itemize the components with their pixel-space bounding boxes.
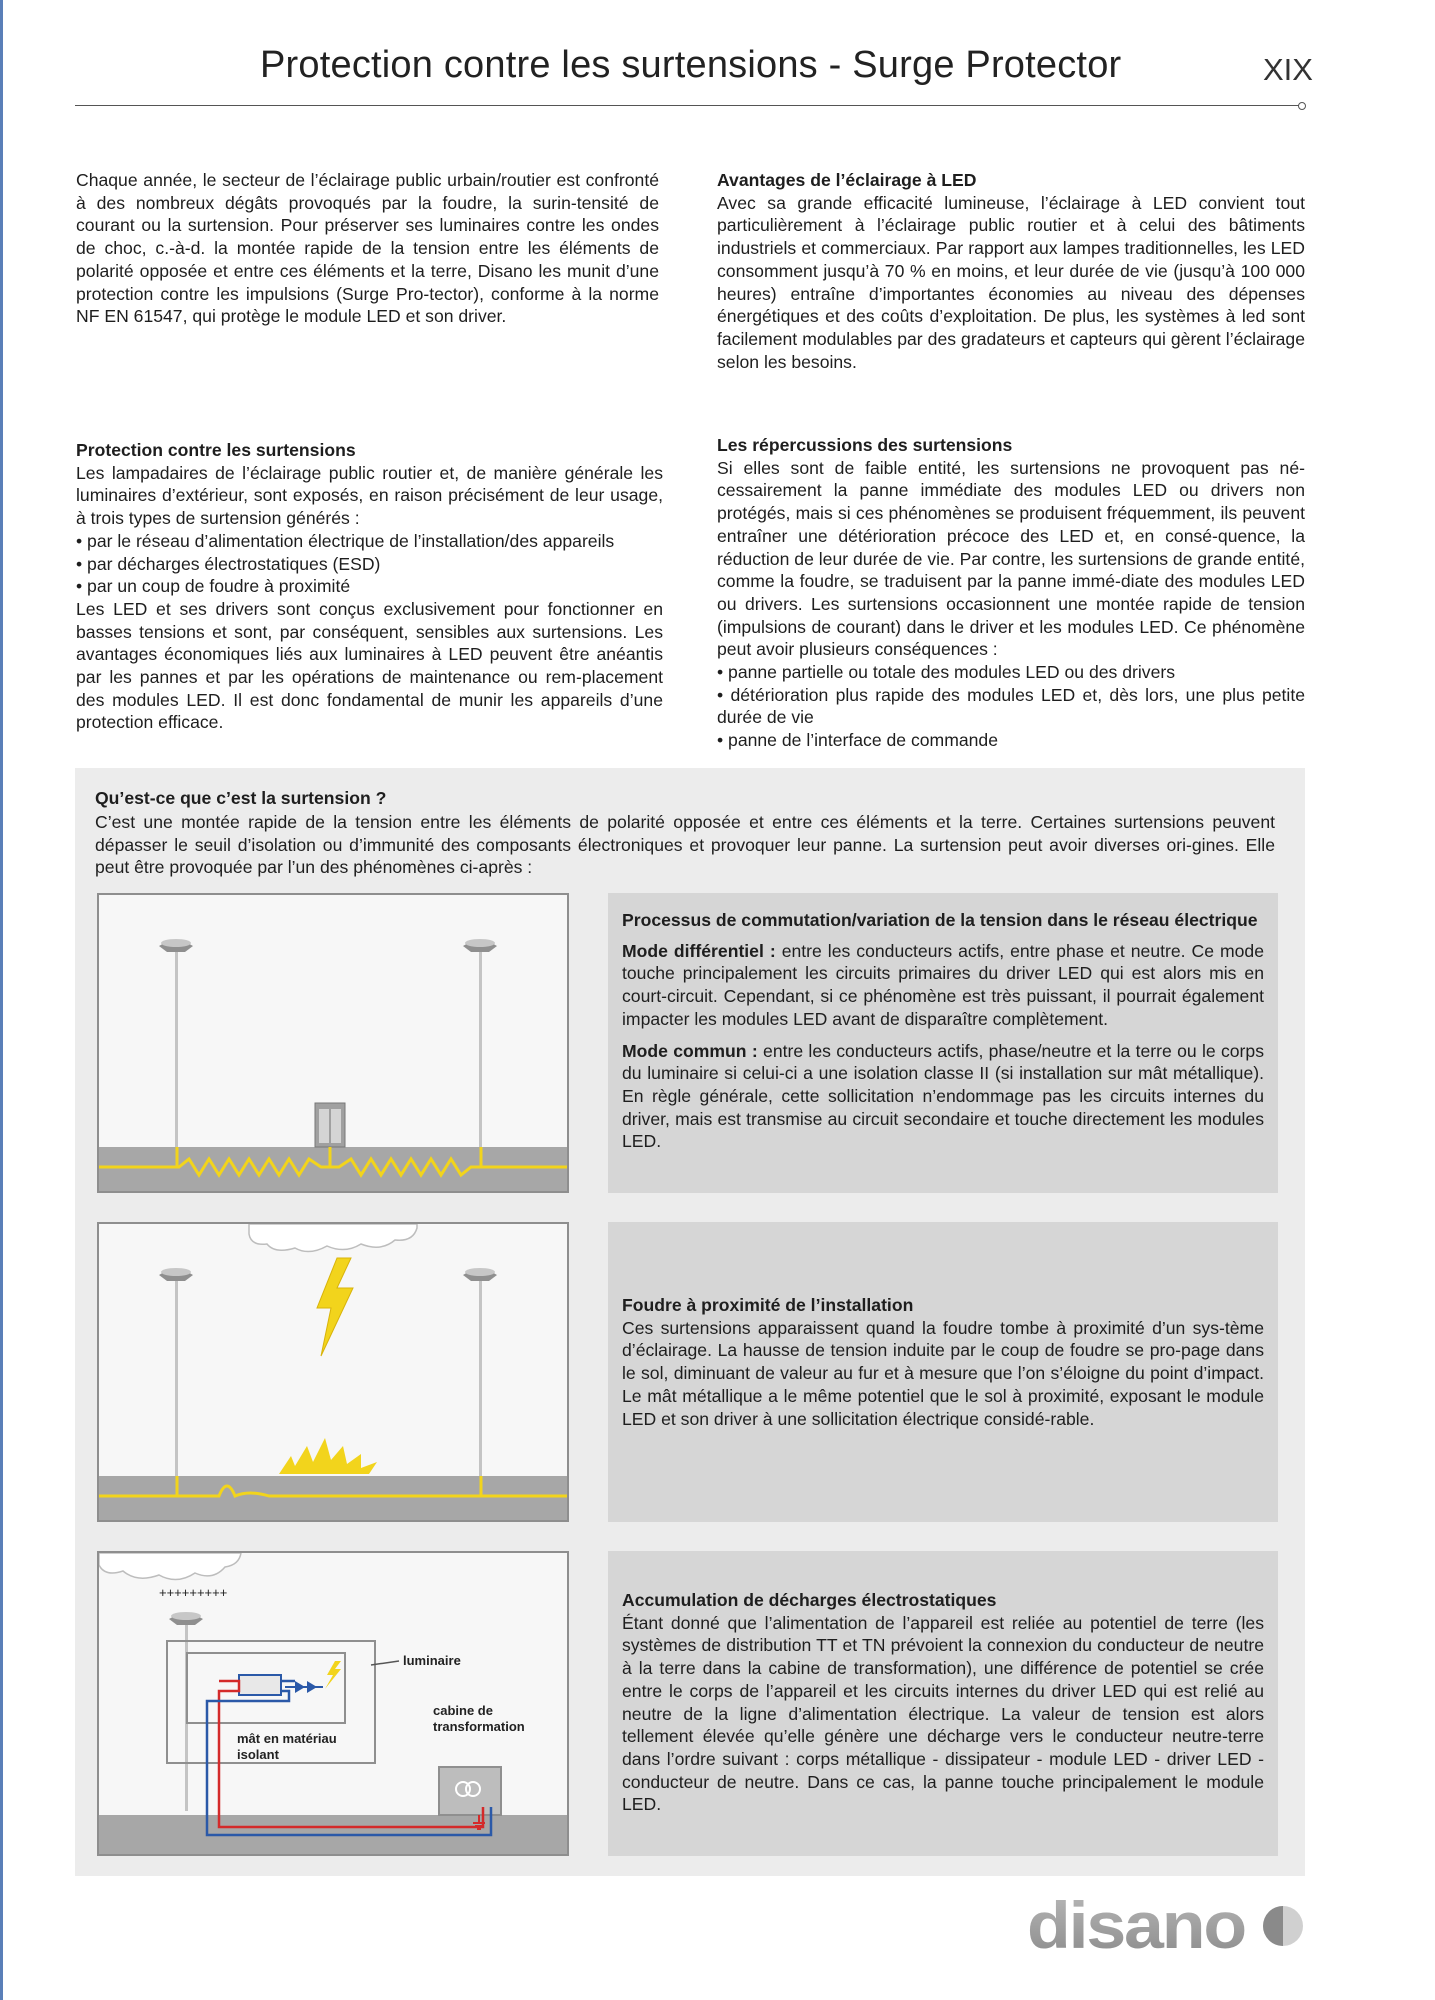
repercussions-heading: Les répercussions des surtensions (717, 435, 1013, 455)
surge-intro-text: C’est une montée rapide de la tension entre les éléments de polarité opposée et entre ces éléments et la terre. Certaines surtensions peuvent dépasser le seuil d’isolation ou d’immunité des composants électroniques et provoquer leur panne. La surtension peut avoir diverses ori-gines. Elle peut être provoquée par l’un des phénomènes ci-après : (95, 812, 1275, 878)
cloud-icon (249, 1224, 417, 1252)
repercussions-bullet: • panne partielle ou totale des modules LED ou des drivers (717, 662, 1176, 683)
cabin-label (433, 1703, 525, 1734)
intro-text: Chaque année, le secteur de l’éclairage public urbain/routier est confronté à des nombreux dégâts provoqués par la foudre, la surin-tensité de courant ou la surtension. Pour préserver ses luminaires contre les ondes de choc, c.-à-d. la montée rapide de la tension entre les éléments de polarité opposée et entre ces éléments et la terre, Disano les munit d’une protection contre les impulsions (Surge Pro-tector), conforme à la norme NF EN 61547, qui protège le module LED et son driver. (76, 170, 659, 327)
page-edge-stripe (0, 0, 3, 2000)
pole-label-line: isolant (237, 1747, 279, 1762)
cabin-label-line: cabine de (433, 1703, 493, 1718)
repercussions-bullet: • détérioration plus rapide des modules LED et, dès lors, une plus petite durée de vie (717, 684, 1305, 728)
common-mode-label: Mode commun : (622, 1040, 758, 1061)
switching-heading: Processus de commutation/variation de la tension dans le réseau électrique (622, 910, 1258, 930)
street-lamp (159, 939, 193, 1147)
cloud-icon (99, 1553, 241, 1580)
switching-illustration (97, 893, 569, 1193)
intro-block (76, 169, 659, 328)
switching-text-box (608, 893, 1278, 1193)
pole-label (237, 1731, 337, 1762)
ground (99, 1147, 567, 1191)
charges-label: +++++++++ (159, 1585, 228, 1600)
protection-text-1: Les lampadaires de l’éclairage public routier et, de manière générale les luminaires d’extérieur, sont exposés, en raison précisément de leur usage, à trois types de surtension générés : (76, 462, 663, 529)
repercussions-bullet: • panne de l’interface de commande (717, 730, 998, 751)
pole-label-line: mât en matériau (237, 1731, 337, 1746)
led-advantages-block (717, 169, 1305, 373)
protection-block (76, 439, 663, 734)
luminaire-label: luminaire (403, 1653, 461, 1668)
esd-text-box (608, 1551, 1278, 1856)
lightning-text-box (608, 1222, 1278, 1522)
protection-bullet: • par décharges électrostatiques (ESD) (76, 553, 381, 574)
led-diode-icon (285, 1681, 323, 1693)
header-divider (75, 105, 1300, 106)
protection-text-2: Les LED et ses drivers sont conçus exclusivement pour fonctionner en basses tensions et sont, par conséquent, sensibles aux surtensions. Les avantages économiques liés aux luminaires à LED peuvent être anéantis par les pannes et par les opérations de maintenance ou rem-placement des modules LED. Il est donc fondamental de munir les appareils d’une protection efficace. (76, 598, 663, 733)
led-advantages-heading: Avantages de l’éclairage à LED (717, 170, 977, 190)
lightning-heading: Foudre à proximité de l’installation (622, 1295, 914, 1315)
protection-bullet: • par un coup de foudre à proximité (76, 576, 351, 597)
protection-bullet: • par le réseau d’alimentation électrique de l’installation/des appareils (76, 530, 615, 551)
differential-mode-paragraph (622, 940, 1264, 1031)
lightning-text: Ces surtensions apparaissent quand la foudre tombe à proximité d’un sys-tème d’éclairage. La hausse de tension induite par le coup de foudre se pro-page dans le sol, diminuant de valeur au fur et à mesure que l’on s’éloigne du point d’impact. Le mât métallique a le même potentiel que le sol à proximité, exposant le module LED et son driver à une sollicitation électrique considé-rable. (622, 1317, 1264, 1429)
esd-heading: Accumulation de décharges électrostatiques (622, 1590, 997, 1610)
protection-heading: Protection contre les surtensions (76, 440, 356, 460)
lightning-illustration (97, 1222, 569, 1522)
logo-text: disano (1027, 1890, 1245, 1960)
led-advantages-text: Avec sa grande efficacité lumineuse, l’éclairage à LED convient tout particulièrement à l’éclairage public routier et à celui des bâtiments industriels et commerciaux. Par rapport aux lampes traditionnelles, les LED consomment jusqu’à 70 % en moins, et leur durée de vie (jusqu’à 100 000 heures) entraîne d’importantes économies au niveau des dépenses énergétiques et des coûts d’exploitation. De plus, les systèmes à led sont facilement modulables par des gradateurs et capteurs qui gèrent l’éclairage selon les besoins. (717, 192, 1305, 372)
ground (99, 1476, 567, 1520)
spark-icon (325, 1661, 341, 1689)
logo-circle-icon (1263, 1906, 1303, 1946)
street-lamp (463, 939, 497, 1147)
page-number: XIX (1263, 52, 1313, 87)
driver-led (239, 1675, 281, 1695)
common-mode-text: entre les conducteurs actifs, phase/neutre et la terre ou le corps du luminaire si celui-ci a une isolation classe II (si installation sur mât métallique). En règle générale, cette sollicitation n’endommage pas les circuits internes du driver, mais est transmise au circuit secondaire et touche directement les modules LED. (622, 1040, 1264, 1152)
page-title: Protection contre les surtensions - Surge Protector (260, 44, 1122, 86)
disano-logo (1025, 1890, 1305, 1960)
impact-burst-icon (279, 1438, 377, 1474)
surge-heading: Qu’est-ce que c’est la surtension ? (95, 788, 387, 808)
differential-mode-label: Mode différentiel : (622, 940, 776, 961)
street-lamp (159, 1268, 193, 1476)
repercussions-block (717, 434, 1305, 752)
common-mode-paragraph (622, 1040, 1264, 1154)
lightning-bolt-icon (317, 1258, 353, 1356)
header-divider-end-dot (1298, 102, 1306, 110)
street-lamp (463, 1268, 497, 1476)
esd-illustration (97, 1551, 569, 1856)
electrical-cabinet (315, 1103, 345, 1147)
differential-mode-text: entre les conducteurs actifs, entre phase et neutre. Ce mode touche principalement les circuits primaires du driver LED qui est alors mis en court-circuit. Cependant, si ce phénomène est très puissant, il pourrait également impacter les modules LED avant de disparaître complètement. (622, 940, 1265, 1029)
repercussions-text: Si elles sont de faible entité, les surtensions ne provoquent pas né-cessairement la panne immédiate des modules LED ou drivers non protégés, mais si ces phénomènes se produisent fréquemment, ils peuvent entraîner une détérioration précoce des LED et, en consé-quence, la réduction de leur durée de vie. Par contre, les surtensions de grande entité, comme la foudre, se traduisent par la panne immé-diate des modules LED ou drivers. Les surtensions occasionnent une montée rapide de tension (impulsions de courant) dans le driver et les modules LED. Ce phénomène peut avoir plusieurs conséquences : (717, 457, 1305, 660)
esd-text: Étant donné que l’alimentation de l’appareil est reliée au potentiel de terre (les systèmes de distribution TT et TN prévoient la connexion du conducteur de neutre à la terre dans la cabine de transformation), une différence de potentiel se crée entre le corps de l’appareil et les circuits internes du driver LED qui est relié au neutre de la ligne d’alimentation électrique. La valeur de tension est alors tellement élevée qu’elle génère une décharge vers le conducteur neutre-terre dans l’ordre suivant : corps métallique - dissipateur - module LED - driver LED - conducteur de neutre. Dans ce cas, la panne touche principalement le module LED. (622, 1612, 1264, 1815)
cabin-label-line: transformation (433, 1719, 525, 1734)
